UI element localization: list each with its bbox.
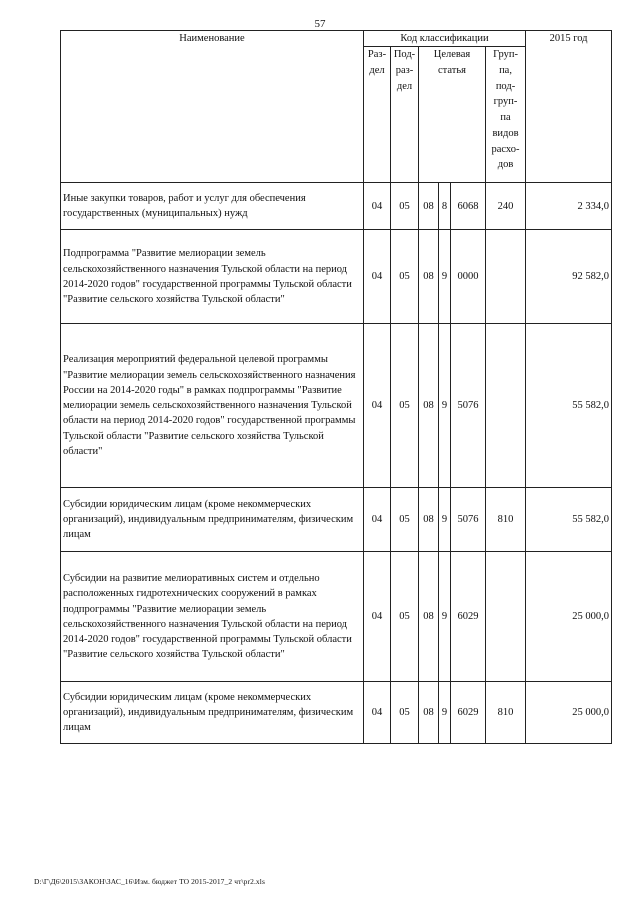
header-target-article: Целевая статья xyxy=(419,47,486,183)
row-target-part1: 08 xyxy=(419,324,439,488)
budget-table xyxy=(60,30,612,744)
header-name: Наименование xyxy=(61,31,364,183)
header-expense-group: Груп- па, под- груп- па видов расхо- дов xyxy=(486,47,526,183)
row-expense-group: 810 xyxy=(486,682,526,744)
row-expense-group xyxy=(486,230,526,324)
row-target-part2: 9 xyxy=(439,488,451,552)
header-subsection: Под- раз- дел xyxy=(391,47,419,183)
row-name: Субсидии юридическим лицам (кроме некоммерческих организаций), индивидуальным предпринимателям, физическим лицам xyxy=(61,488,364,552)
row-subsection: 05 xyxy=(391,682,419,744)
row-name: Субсидии юридическим лицам (кроме некоммерческих организаций), индивидуальным предпринимателям, физическим лицам xyxy=(61,682,364,744)
row-target-part3: 5076 xyxy=(451,324,486,488)
row-target-part1: 08 xyxy=(419,183,439,230)
table-row xyxy=(61,230,612,324)
row-expense-group xyxy=(486,324,526,488)
table-row xyxy=(61,682,612,744)
row-expense-group xyxy=(486,552,526,682)
file-path-footer: D:\Г\Д6\2015\ЗАКОН\ЗАС_16\Изм. бюджет ТО 2015-2017_2 чт\pr2.xls xyxy=(34,877,265,886)
row-target-part1: 08 xyxy=(419,682,439,744)
table-row xyxy=(61,488,612,552)
row-section: 04 xyxy=(364,552,391,682)
row-name: Подпрограмма "Развитие мелиорации земель сельскохозяйственного назначения Тульской области на период 2014-2020 годов" государственной программы Тульской области "Развитие сельского хозяйства Тульской области" xyxy=(61,230,364,324)
row-subsection: 05 xyxy=(391,230,419,324)
row-section: 04 xyxy=(364,488,391,552)
row-target-part2: 9 xyxy=(439,230,451,324)
row-target-part2: 9 xyxy=(439,552,451,682)
row-expense-group: 810 xyxy=(486,488,526,552)
header-code-group: Код классификации xyxy=(364,31,526,47)
row-subsection: 05 xyxy=(391,488,419,552)
row-name: Иные закупки товаров, работ и услуг для обеспечения государственных (муниципальных) нужд xyxy=(61,183,364,230)
table-row xyxy=(61,324,612,488)
row-target-part1: 08 xyxy=(419,552,439,682)
row-target-part1: 08 xyxy=(419,230,439,324)
page-number: 57 xyxy=(314,18,326,30)
row-amount: 55 582,0 xyxy=(526,324,612,488)
row-target-part2: 8 xyxy=(439,183,451,230)
row-expense-group: 240 xyxy=(486,183,526,230)
row-amount: 2 334,0 xyxy=(526,183,612,230)
row-subsection: 05 xyxy=(391,324,419,488)
row-target-part3: 6068 xyxy=(451,183,486,230)
row-name: Субсидии на развитие мелиоративных систем и отдельно расположенных гидротехнических сооружений в рамках подпрограммы "Развитие мелиорации земель сельскохозяйственного назначения Тульской области на период 2014-2020 годов" государственной программы Тульской области "Развитие сельского хозяйства Тульской области" xyxy=(61,552,364,682)
row-target-part2: 9 xyxy=(439,682,451,744)
row-section: 04 xyxy=(364,324,391,488)
row-subsection: 05 xyxy=(391,183,419,230)
row-amount: 25 000,0 xyxy=(526,552,612,682)
row-amount: 25 000,0 xyxy=(526,682,612,744)
row-target-part3: 0000 xyxy=(451,230,486,324)
row-target-part3: 5076 xyxy=(451,488,486,552)
header-section: Раз- дел xyxy=(364,47,391,183)
row-target-part1: 08 xyxy=(419,488,439,552)
row-target-part2: 9 xyxy=(439,324,451,488)
table-row xyxy=(61,552,612,682)
row-amount: 55 582,0 xyxy=(526,488,612,552)
row-section: 04 xyxy=(364,183,391,230)
row-section: 04 xyxy=(364,230,391,324)
row-name: Реализация мероприятий федеральной целевой программы "Развитие мелиорации земель сельскохозяйственного назначения России на 2014-2020 годы" в рамках подпрограммы "Развитие мелиорации земель сельскохозяйственного назначения Тульской области на период 2014-2020 годов" государственной программы Тульской области "Развитие сельского хозяйства Тульской области" xyxy=(61,324,364,488)
row-amount: 92 582,0 xyxy=(526,230,612,324)
row-target-part3: 6029 xyxy=(451,682,486,744)
row-section: 04 xyxy=(364,682,391,744)
row-target-part3: 6029 xyxy=(451,552,486,682)
header-year: 2015 год xyxy=(526,31,612,183)
row-subsection: 05 xyxy=(391,552,419,682)
table-row xyxy=(61,183,612,230)
